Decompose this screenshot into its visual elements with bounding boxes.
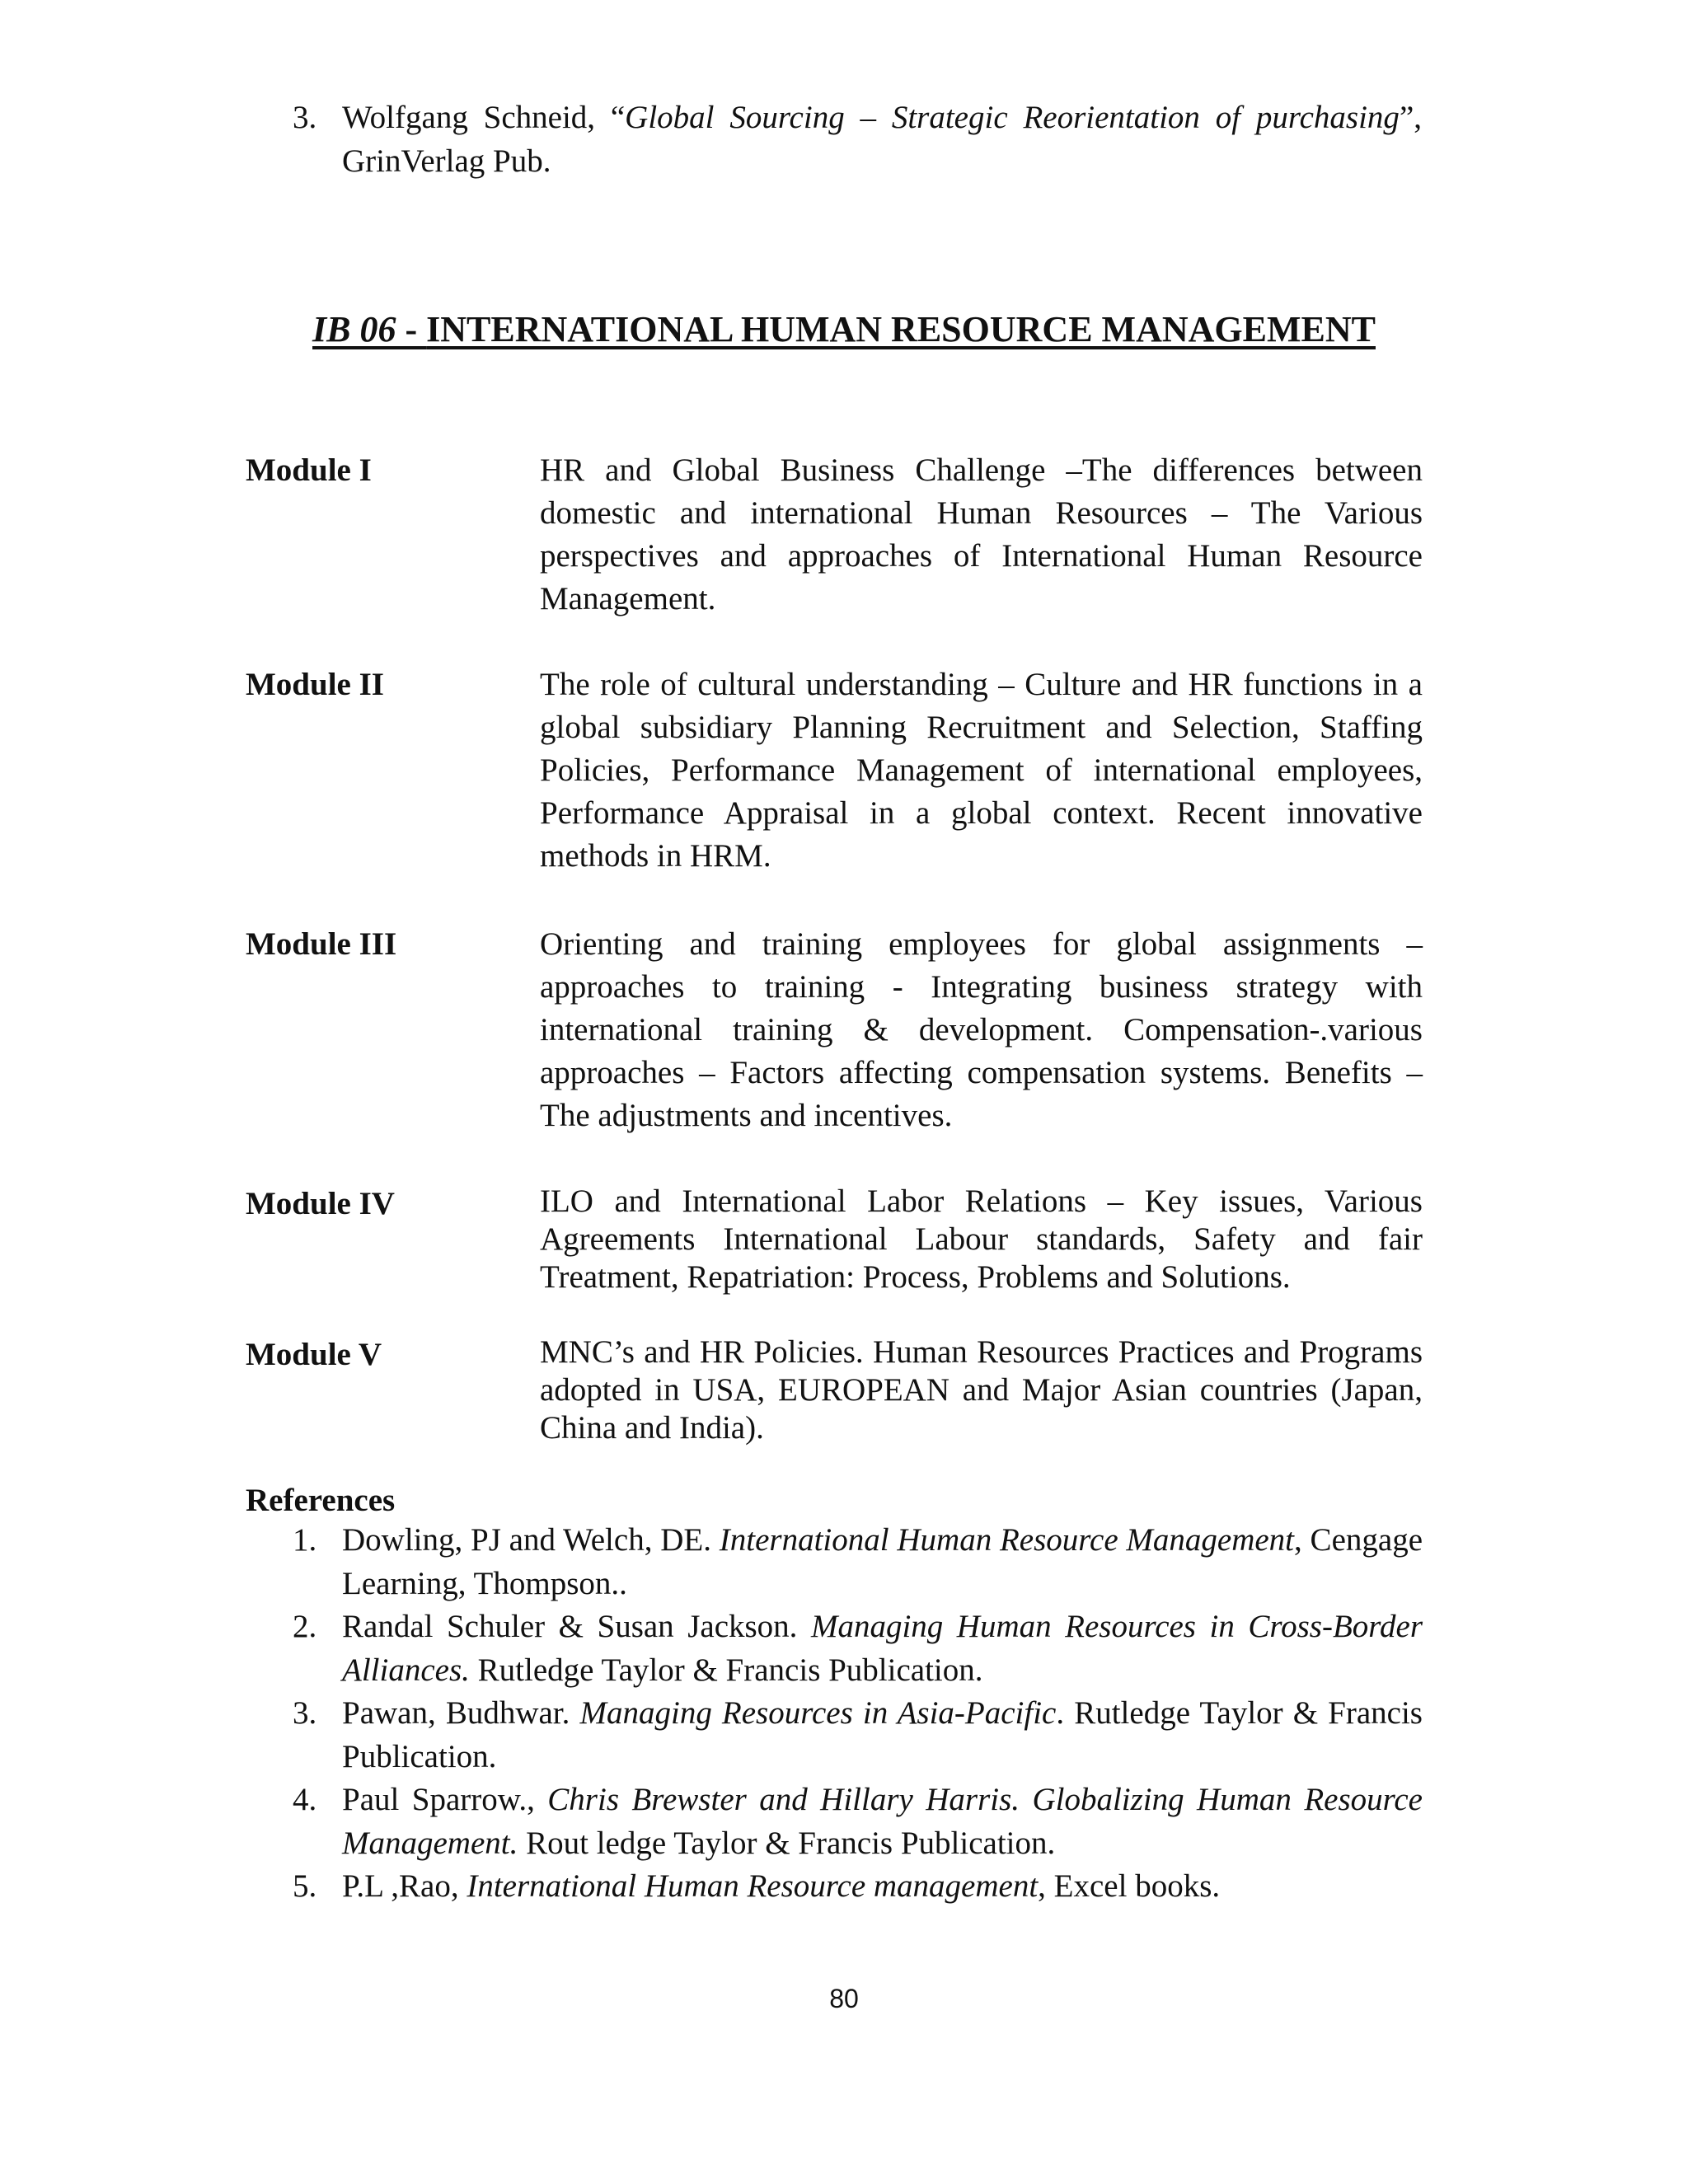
references-section <box>246 1483 1423 1909</box>
reference-number: 5. <box>293 1868 317 1904</box>
reference-title: International Human Resource management <box>467 1868 1039 1904</box>
module-label: Module IV <box>246 1186 395 1221</box>
reference-item <box>293 1605 1423 1692</box>
module-row-2 <box>246 663 1423 878</box>
module-label: Module II <box>246 667 384 702</box>
previous-references-continued <box>293 96 1422 183</box>
module-description: Orienting and training employees for global assignments – approaches to training - Integrating business strategy with international training & development. Compensation-.various approaches – Factors affecting compensation systems. Benefits – The adjustments and incentives. <box>540 926 1423 1133</box>
course-separator: - <box>396 309 427 349</box>
reference-number: 2. <box>293 1609 317 1644</box>
reference-authors: Paul Sparrow., <box>342 1782 548 1817</box>
module-row-4 <box>246 1183 1423 1296</box>
reference-publisher: Rout ledge Taylor & Francis Publication. <box>518 1825 1056 1861</box>
reference-item <box>293 1692 1423 1779</box>
course-title: INTERNATIONAL HUMAN RESOURCE MANAGEMENT <box>426 309 1376 349</box>
reference-publisher: , Excel books. <box>1038 1868 1221 1904</box>
references-heading: References <box>246 1483 396 1518</box>
reference-title: Managing Human Resources in Cross-Border Alliances. <box>342 1609 1423 1688</box>
reference-authors: Pawan, Budhwar. <box>342 1695 580 1731</box>
reference-publisher: Rutledge Taylor & Francis Publication. <box>469 1652 983 1688</box>
module-description: MNC’s and HR Policies. Human Resources Practices and Programs adopted in USA, EUROPEAN and Major Asian countries (Japan, China and India). <box>540 1334 1423 1446</box>
reference-authors: Dowling, PJ and Welch, DE. <box>342 1522 720 1558</box>
reference-author: Wolfgang Schneid, “ <box>342 100 626 135</box>
reference-title: Global Sourcing – Strategic Reorientation of purchasing <box>625 100 1400 135</box>
reference-authors: Randal Schuler & Susan Jackson. <box>342 1609 811 1644</box>
reference-item <box>293 1519 1423 1605</box>
reference-authors: P.L ,Rao, <box>342 1868 467 1904</box>
course-heading <box>0 307 1688 353</box>
reference-number: 4. <box>293 1782 317 1817</box>
module-label: Module V <box>246 1337 382 1372</box>
module-label: Module I <box>246 452 372 488</box>
module-description: ILO and International Labor Relations – Key issues, Various Agreements International Labour standards, Safety and fair Treatment, Repatriation: Process, Problems and Solutions. <box>540 1183 1423 1295</box>
reference-item <box>293 1865 1423 1909</box>
reference-publisher: ”, GrinVerlag Pub. <box>342 100 1422 179</box>
reference-number: 1. <box>293 1522 317 1558</box>
module-description: HR and Global Business Challenge –The differences between domestic and international Human Resources – The Various perspectives and approaches of International Human Resource Management. <box>540 452 1423 616</box>
page-number: 80 <box>829 1984 859 2013</box>
reference-publisher: . Rutledge Taylor & Francis Publication. <box>342 1695 1423 1774</box>
reference-publisher: , Cengage Learning, Thompson.. <box>342 1522 1423 1601</box>
module-row-1 <box>246 449 1423 621</box>
reference-item <box>293 96 1422 183</box>
reference-item <box>293 1779 1423 1865</box>
module-description: The role of cultural understanding – Culture and HR functions in a global subsidiary Planning Recruitment and Selection, Staffing Policies, Performance Management of international employees, Performance Appraisal in a global context. Recent innovative methods in HRM. <box>540 667 1423 874</box>
references-list <box>293 1519 1423 1909</box>
reference-title: International Human Resource Management <box>719 1522 1295 1558</box>
course-code: IB 06 <box>312 309 396 349</box>
reference-title: Managing Resources in Asia-Pacific <box>579 1695 1057 1731</box>
module-label: Module III <box>246 926 397 962</box>
module-row-3 <box>246 923 1423 1137</box>
module-row-5 <box>246 1333 1423 1447</box>
reference-number: 3. <box>293 1695 317 1731</box>
reference-title: Chris Brewster and Hillary Harris. Globalizing Human Resource Management. <box>342 1782 1423 1861</box>
reference-number: 3. <box>293 100 317 135</box>
